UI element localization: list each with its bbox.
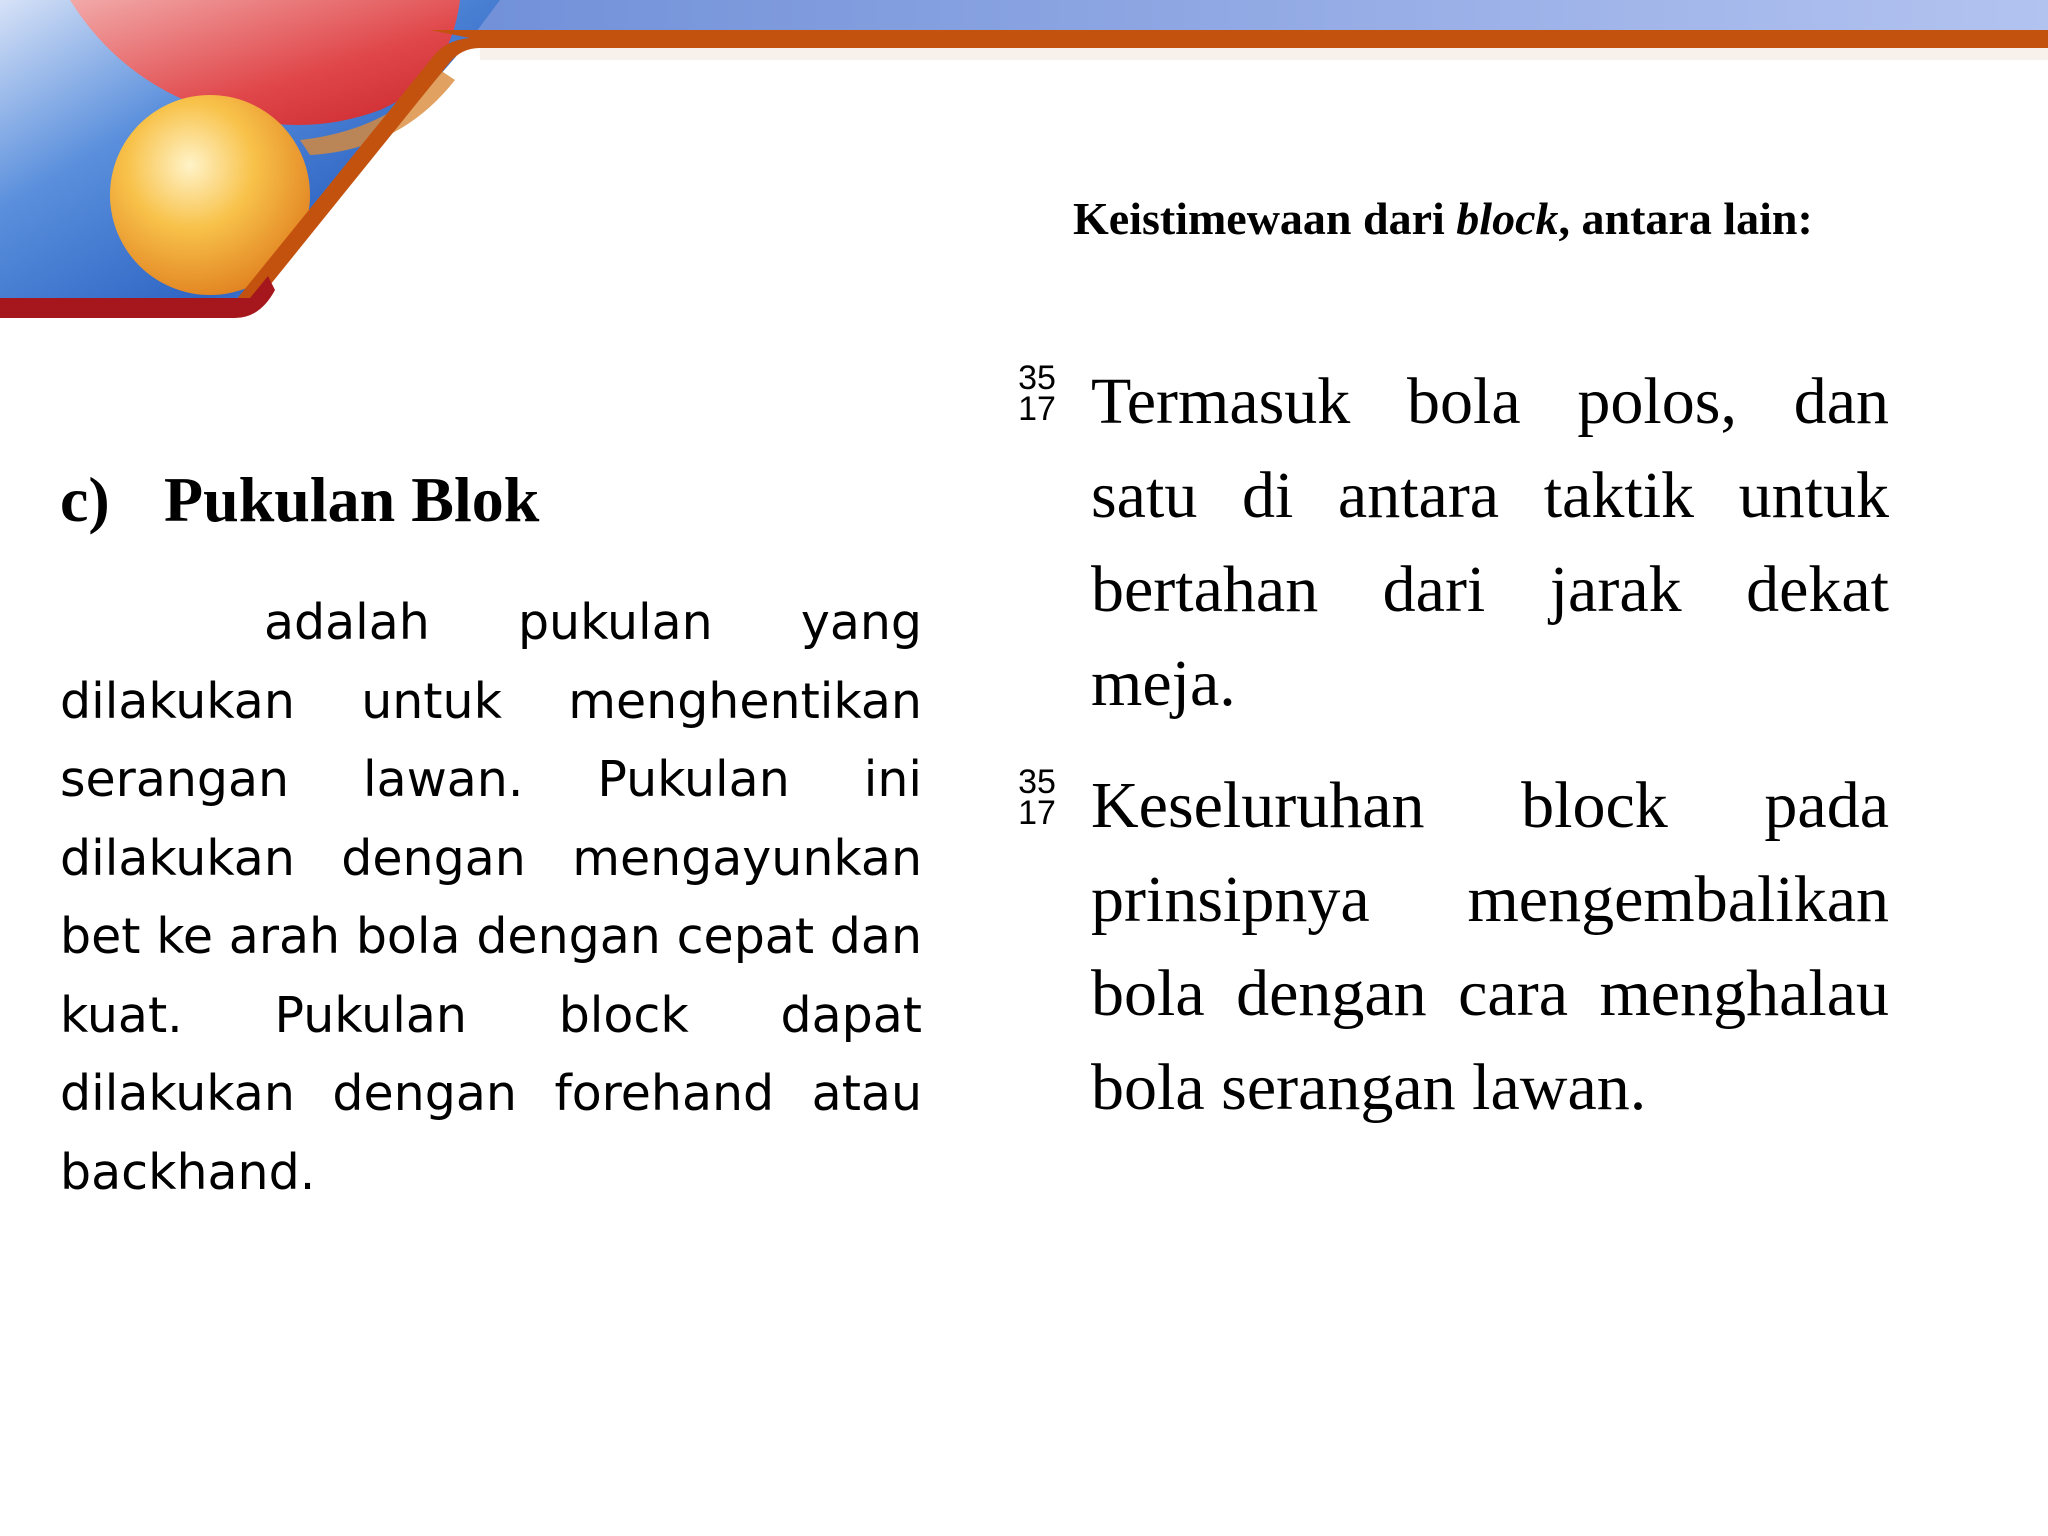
intro-before: Keistimewaan dari bbox=[1073, 193, 1457, 244]
advantages-intro bbox=[1073, 183, 1889, 255]
bullet-marker-top: 35 bbox=[1018, 359, 1056, 397]
heading-title: Pukulan Blok bbox=[164, 464, 540, 535]
intro-after: , antara lain: bbox=[1558, 193, 1813, 244]
bullet-marker-icon bbox=[1013, 359, 1061, 428]
section-heading bbox=[60, 462, 539, 538]
advantage-item bbox=[1013, 355, 1889, 731]
advantage-item bbox=[1013, 759, 1889, 1135]
header-banner bbox=[0, 0, 2048, 330]
heading-number: c) bbox=[60, 464, 110, 535]
definition-paragraph: adalah pukulan yang dilakukan untuk menghentikan serangan lawan. Pukulan ini dilakukan dengan mengayunkan bet ke arah bola dengan cepat dan kuat. Pukulan block dapat dilakukan dengan forehand atau backhand. bbox=[60, 594, 922, 1201]
bullet-marker-bottom: 17 bbox=[1018, 390, 1056, 428]
bullet-marker-bottom: 17 bbox=[1018, 794, 1056, 832]
bullet-marker-top: 35 bbox=[1018, 763, 1056, 801]
advantage-text: Termasuk bola polos, dan satu di antara taktik untuk bertahan dari jarak dekat meja. bbox=[1091, 365, 1889, 720]
intro-emphasis: block bbox=[1456, 193, 1559, 244]
bullet-marker-icon bbox=[1013, 763, 1061, 832]
advantage-text: Keseluruhan block pada prinsipnya mengembalikan bola dengan cara menghalau bola serangan lawan. bbox=[1091, 769, 1889, 1124]
